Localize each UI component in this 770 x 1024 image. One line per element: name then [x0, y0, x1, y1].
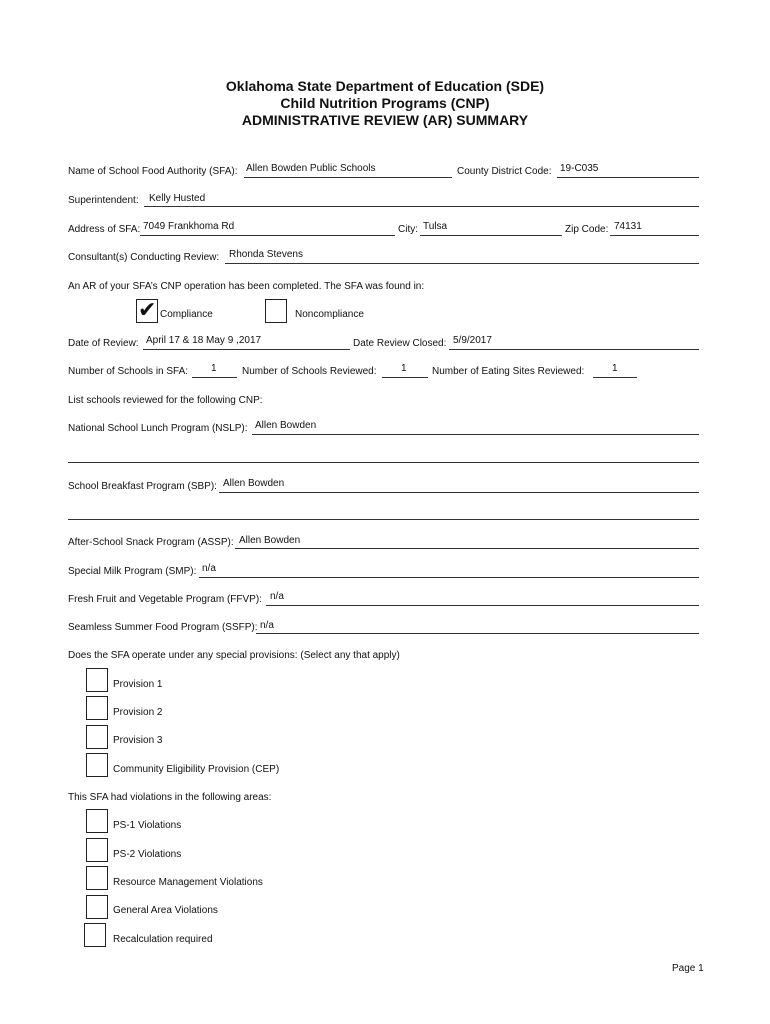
reviewed-count-field[interactable]: 1 — [401, 363, 407, 374]
cep-checkbox[interactable] — [86, 753, 108, 777]
resource-management-label: Resource Management Violations — [113, 877, 263, 888]
superintendent-field[interactable]: Kelly Husted — [149, 193, 206, 204]
closed-date-label: Date Review Closed: — [353, 338, 447, 349]
sfa-name-field[interactable]: Allen Bowden Public Schools — [246, 163, 376, 174]
ffvp-field[interactable]: n/a — [270, 591, 284, 602]
address-label: Address of SFA: — [68, 224, 141, 235]
address-field[interactable]: 7049 Frankhoma Rd — [143, 221, 235, 232]
consultant-label: Consultant(s) Conducting Review: — [68, 252, 220, 263]
provision-1-label: Provision 1 — [113, 679, 163, 690]
reviewed-count-line — [382, 377, 428, 378]
noncompliance-checkbox[interactable] — [265, 299, 287, 323]
ssfp-label: Seamless Summer Food Program (SSFP): — [68, 622, 258, 633]
county-code-line — [557, 177, 699, 178]
city-label: City: — [398, 224, 418, 235]
ps1-violations-label: PS-1 Violations — [113, 820, 182, 831]
county-code-field[interactable]: 19-C035 — [560, 163, 599, 174]
provision-3-checkbox[interactable] — [86, 725, 108, 749]
assp-label: After-School Snack Program (ASSP): — [68, 537, 234, 548]
closed-date-line — [449, 349, 699, 350]
page-title: ADMINISTRATIVE REVIEW (AR) SUMMARY — [241, 112, 529, 128]
city-line — [420, 235, 562, 236]
zip-label: Zip Code: — [565, 224, 609, 235]
ps2-violations-checkbox[interactable] — [86, 838, 108, 862]
ssfp-field[interactable]: n/a — [260, 620, 274, 631]
county-code-label: County District Code: — [457, 166, 552, 177]
sfa-name-label: Name of School Food Authority (SFA): — [68, 166, 238, 177]
cep-label: Community Eligibility Provision (CEP) — [113, 764, 280, 775]
provision-1-checkbox[interactable] — [86, 668, 108, 692]
ps2-violations-label: PS-2 Violations — [113, 849, 182, 860]
zip-field[interactable]: 74131 — [614, 221, 642, 232]
smp-line — [199, 577, 699, 578]
address-line — [140, 235, 395, 236]
eating-sites-label: Number of Eating Sites Reviewed: — [432, 366, 585, 377]
superintendent-label: Superintendent: — [68, 195, 139, 206]
assp-line — [235, 548, 699, 549]
nslp-line — [252, 434, 699, 435]
ffvp-line — [266, 605, 699, 606]
provision-2-checkbox[interactable] — [86, 696, 108, 720]
city-field[interactable]: Tulsa — [423, 221, 448, 232]
finding-intro: An AR of your SFA’s CNP operation has been completed. The SFA was found in: — [68, 281, 425, 292]
schools-count-line — [192, 377, 237, 378]
resource-management-checkbox[interactable] — [86, 866, 108, 890]
smp-label: Special Milk Program (SMP): — [68, 566, 197, 577]
provision-2-label: Provision 2 — [113, 707, 163, 718]
eating-sites-line — [593, 377, 637, 378]
noncompliance-label: Noncompliance — [295, 309, 364, 320]
sbp-label: School Breakfast Program (SBP): — [68, 481, 217, 492]
nslp-extra-line[interactable] — [68, 462, 699, 463]
nslp-field[interactable]: Allen Bowden — [255, 420, 317, 431]
superintendent-line — [144, 206, 699, 207]
violations-intro: This SFA had violations in the following areas: — [68, 792, 272, 803]
compliance-check-icon: ✔ — [138, 298, 157, 323]
provision-3-label: Provision 3 — [113, 735, 163, 746]
review-date-field[interactable]: April 17 & 18 May 9 ,2017 — [146, 335, 262, 346]
recalculation-checkbox[interactable] — [84, 923, 106, 947]
reviewed-count-label: Number of Schools Reviewed: — [242, 366, 377, 377]
review-date-line — [143, 349, 350, 350]
eating-sites-field[interactable]: 1 — [612, 363, 618, 374]
sbp-extra-line[interactable] — [68, 519, 699, 520]
programs-intro: List schools reviewed for the following CNP: — [68, 395, 263, 406]
general-area-label: General Area Violations — [113, 905, 218, 916]
ffvp-label: Fresh Fruit and Vegetable Program (FFVP): — [68, 594, 262, 605]
zip-line — [610, 235, 699, 236]
review-date-label: Date of Review: — [68, 338, 139, 349]
title-program: Child Nutrition Programs (CNP) — [280, 95, 490, 111]
consultant-field[interactable]: Rhonda Stevens — [229, 249, 303, 260]
general-area-checkbox[interactable] — [86, 895, 108, 919]
schools-count-field[interactable]: 1 — [211, 363, 217, 374]
closed-date-field[interactable]: 5/9/2017 — [453, 335, 492, 346]
page-number: Page 1 — [672, 963, 704, 974]
compliance-label: Compliance — [160, 309, 213, 320]
title-agency: Oklahoma State Department of Education (SDE) — [225, 78, 545, 94]
ssfp-line — [256, 633, 699, 634]
sbp-line — [219, 492, 699, 493]
nslp-label: National School Lunch Program (NSLP): — [68, 423, 248, 434]
schools-count-label: Number of Schools in SFA: — [68, 366, 189, 377]
recalculation-label: Recalculation required — [113, 934, 213, 945]
ps1-violations-checkbox[interactable] — [86, 809, 108, 833]
smp-field[interactable]: n/a — [202, 563, 216, 574]
provisions-question: Does the SFA operate under any special provisions: (Select any that apply) — [68, 650, 400, 661]
consultant-line — [225, 263, 699, 264]
sfa-name-line — [244, 177, 452, 178]
assp-field[interactable]: Allen Bowden — [239, 535, 301, 546]
sbp-field[interactable]: Allen Bowden — [223, 478, 285, 489]
